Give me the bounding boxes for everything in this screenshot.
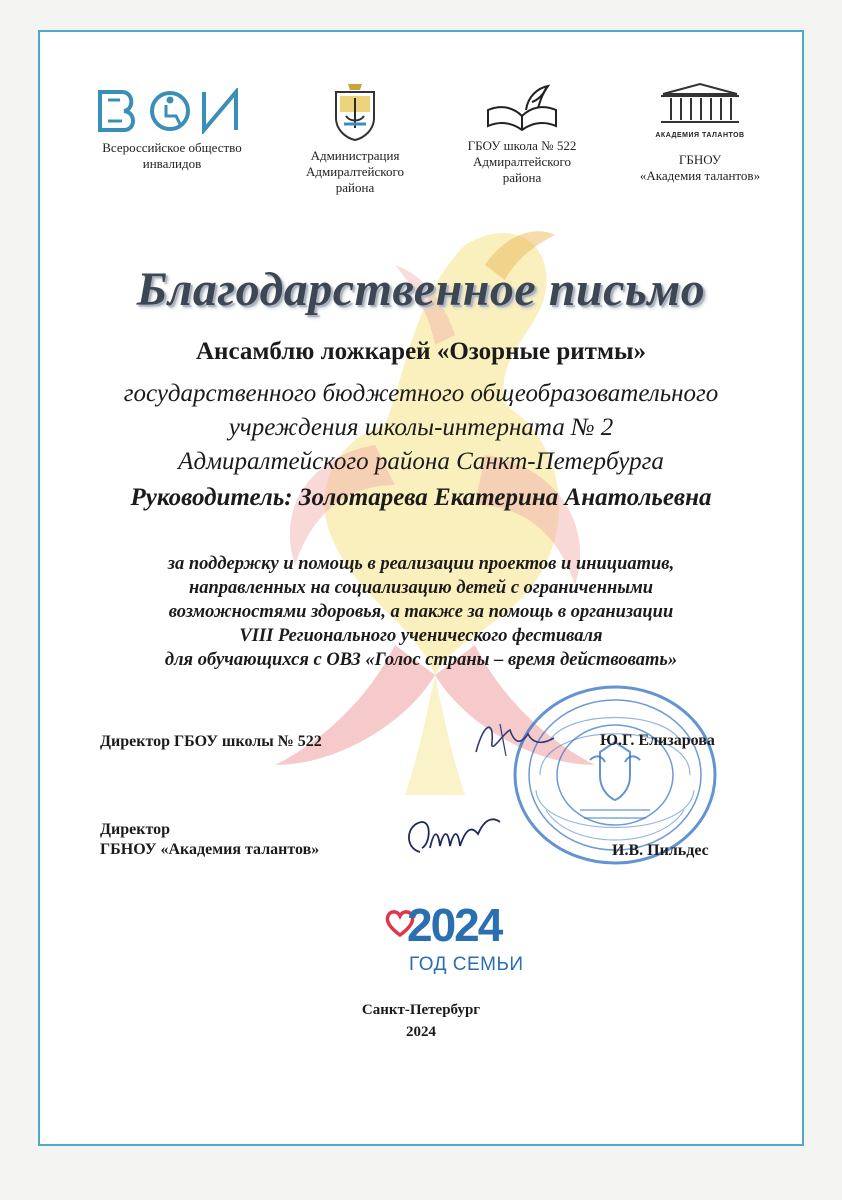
administration-caption-line: Администрация: [310, 148, 400, 163]
signature-name: Ю.Г. Елизарова: [600, 732, 715, 749]
school-caption-line: ГБОУ школа № 522: [467, 138, 577, 153]
footer-year: 2024: [406, 1024, 436, 1040]
reason-line: для обучающихся с ОВЗ «Голос страны – время действовать»: [164, 650, 678, 670]
page-title: Благодарственное письмо: [136, 263, 706, 316]
handwritten-signature-2: [400, 808, 510, 868]
academy-caption-line: ГБНОУ: [678, 152, 722, 167]
voi-caption-line: Всероссийское общество: [102, 140, 242, 155]
administration-caption-line: Адмиралтейского: [306, 164, 404, 179]
signature-title: [100, 820, 319, 860]
school-caption-line: района: [502, 170, 542, 185]
recipient-name: Ансамблю ложкарей «Озорные ритмы»: [195, 338, 646, 365]
recipient-line: государственного бюджетного общеобразовательного: [123, 380, 719, 407]
year-of-family-logo: [385, 899, 525, 988]
academy-caption-line: «Академия талантов»: [639, 168, 761, 183]
coat-of-arms-icon: [330, 82, 380, 142]
academy-banner: АКАДЕМИЯ ТАЛАНТОВ: [655, 132, 745, 139]
school-logo-block: [442, 80, 602, 186]
voi-logo-block: [72, 88, 272, 172]
reason-line: возможностями здоровья, а также за помощь в организации: [168, 602, 674, 622]
year-logo-number: 2024: [407, 899, 502, 951]
footer-city: Санкт-Петербург: [361, 1002, 481, 1018]
signature-title-line: Директор ГБОУ школы № 522: [100, 733, 322, 750]
year-logo-caption: ГОД СЕМЬИ: [409, 954, 524, 975]
reason-line: VIII Регионального ученического фестиваля: [239, 626, 603, 646]
recipient-leader: Руководитель: Золотарева Екатерина Анатольевна: [130, 484, 712, 511]
school-caption-line: Адмиралтейского: [473, 154, 571, 169]
administration-caption-line: района: [335, 180, 375, 195]
reason-line: за поддержку и помощь в реализации проектов и инициатив,: [167, 554, 675, 574]
handwritten-signature-1: [470, 712, 560, 762]
voi-logo-icon: [96, 88, 248, 134]
academy-building-icon: [655, 82, 745, 126]
signature-title-line: ГБНОУ «Академия талантов»: [100, 841, 320, 858]
administration-logo-block: [290, 82, 420, 196]
recipient-line: Адмиралтейского района Санкт-Петербурга: [178, 448, 664, 475]
signature-title: [100, 732, 322, 752]
signature-title-line: Директор: [100, 821, 170, 838]
open-book-icon: [482, 80, 562, 134]
recipient-line: учреждения школы-интерната № 2: [228, 414, 614, 441]
reason-line: направленных на социализацию детей с ограниченными: [188, 578, 654, 598]
gratitude-reason: [0, 552, 842, 672]
signature-name: И.В. Пильдес: [612, 842, 709, 859]
voi-caption-line: инвалидов: [142, 156, 202, 171]
academy-logo-block: [610, 82, 790, 184]
